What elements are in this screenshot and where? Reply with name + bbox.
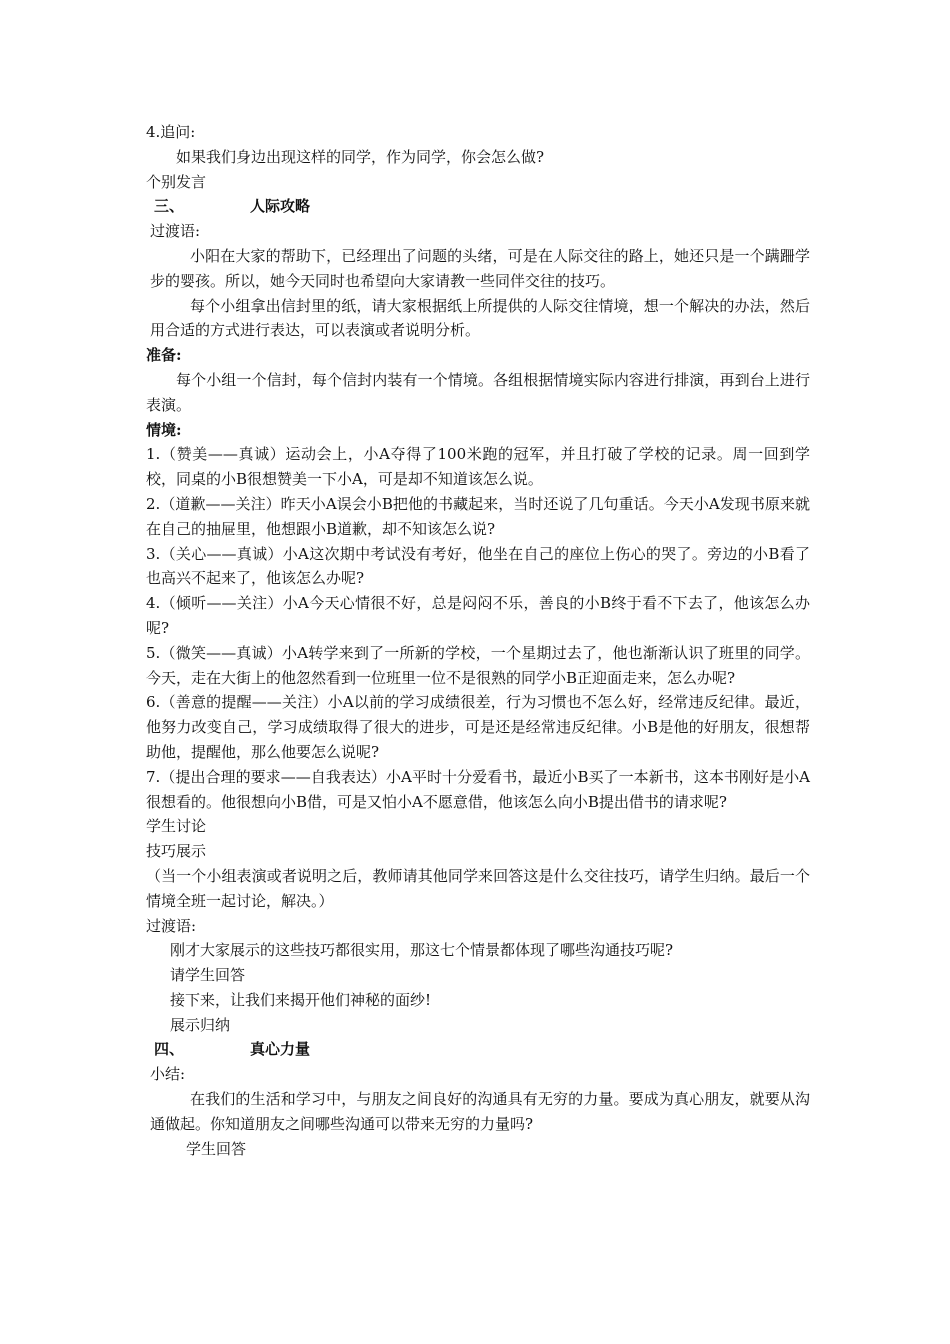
- transition-paragraph-2: 每个小组拿出信封里的纸，请大家根据纸上所提供的人际交往情境，想一个解决的办法，然后用合适的方式进行表达，可以表演或者说明分析。: [150, 296, 810, 340]
- skills-question: 刚才大家展示的这些技巧都很实用，那这七个情景都体现了哪些沟通技巧呢?: [170, 941, 674, 960]
- scene-item-3: 3.（关心——真诚）小A这次期中考试没有考好，他坐在自己的座位上伤心的哭了。旁边的小B看了也高兴不起来了，他该怎么办呢?: [146, 544, 810, 588]
- followup-question: 如果我们身边出现这样的同学，作为同学，你会怎么做?: [176, 147, 545, 166]
- section-four-title: 真心力量: [250, 1040, 311, 1059]
- section-three-title: 人际攻略: [250, 197, 311, 216]
- individual-speech: 个别发言: [146, 172, 207, 191]
- section-three-heading: [146, 194, 810, 219]
- display-summary: 展示归纳: [170, 1015, 231, 1034]
- ask-students: 请学生回答: [170, 966, 246, 985]
- scene-item-1: 1.（赞美——真诚）运动会上，小A夺得了100米跑的冠军，并且打破了学校的记录。周一回到学校，同桌的小B很想赞美一下小A，可是却不知道该怎么说。: [146, 445, 810, 489]
- section-three-number: 三、: [154, 197, 185, 216]
- skill-display: 技巧展示: [146, 842, 207, 861]
- students-answer: 学生回答: [186, 1139, 247, 1158]
- transition-label: 过渡语:: [150, 222, 201, 241]
- scene-item-6: 6.（善意的提醒——关注）小A以前的学习成绩很差，行为习惯也不怎么好，经常违反纪律。最近，他努力改变自己，学习成绩取得了很大的进步，可是还是经常违反纪律。小B是他的好朋友，很想帮助他，提醒他，那么他要怎么说呢?: [146, 693, 810, 761]
- scene-item-2: 2.（道歉——关注）昨天小A误会小B把他的书藏起来，当时还说了几句重话。今天小A发现书原来就在自己的抽屉里，他想跟小B道歉，却不知该怎么说?: [146, 494, 810, 538]
- scene-item-7: 7.（提出合理的要求——自我表达）小A平时十分爱看书，最近小B买了一本新书，这本书刚好是小A很想看的。他很想向小B借，可是又怕小A不愿意借，他该怎么向小B提出借书的请求呢?: [146, 767, 810, 811]
- summary-label: 小结:: [150, 1065, 186, 1084]
- prep-paragraph: 每个小组一个信封，每个信封内装有一个情境。各组根据情境实际内容进行排演，再到台上进行表演。: [146, 370, 810, 414]
- summary-paragraph: 在我们的生活和学习中，与朋友之间良好的沟通具有无穷的力量。要成为真心朋友，就要从沟通做起。你知道朋友之间哪些沟通可以带来无穷的力量吗?: [150, 1090, 810, 1133]
- transition-label-2: 过渡语:: [146, 916, 197, 935]
- scene-label: 情境:: [146, 420, 182, 439]
- scene-item-4: 4.（倾听——关注）小A今天心情很不好，总是闷闷不乐，善良的小B终于看不下去了，他该怎么办呢?: [146, 594, 810, 637]
- reveal-line: 接下来，让我们来揭开他们神秘的面纱!: [170, 990, 432, 1009]
- section-four-heading: [146, 1037, 810, 1062]
- prep-label: 准备:: [146, 346, 182, 365]
- document-page: [146, 120, 810, 1161]
- scene-item-5: 5.（微笑——真诚）小A转学来到了一所新的学校，一个星期过去了，他也渐渐认识了班里的同学。今天，走在大街上的他忽然看到一位班里一位不是很熟的同学小B正迎面走来，怎么办呢?: [146, 643, 810, 687]
- teacher-note: （当一个小组表演或者说明之后，教师请其他同学来回答这是什么交往技巧，请学生归纳。最后一个情境全班一起讨论，解决。）: [146, 866, 810, 910]
- section-four-number: 四、: [154, 1040, 185, 1059]
- followup-heading: 4.追问:: [146, 123, 196, 141]
- transition-paragraph-1: 小阳在大家的帮助下，已经理出了问题的头绪，可是在人际交往的路上，她还只是一个蹒跚学步的婴孩。所以，她今天同时也希望向大家请教一些同伴交往的技巧。: [150, 246, 810, 290]
- student-discussion: 学生讨论: [146, 817, 207, 836]
